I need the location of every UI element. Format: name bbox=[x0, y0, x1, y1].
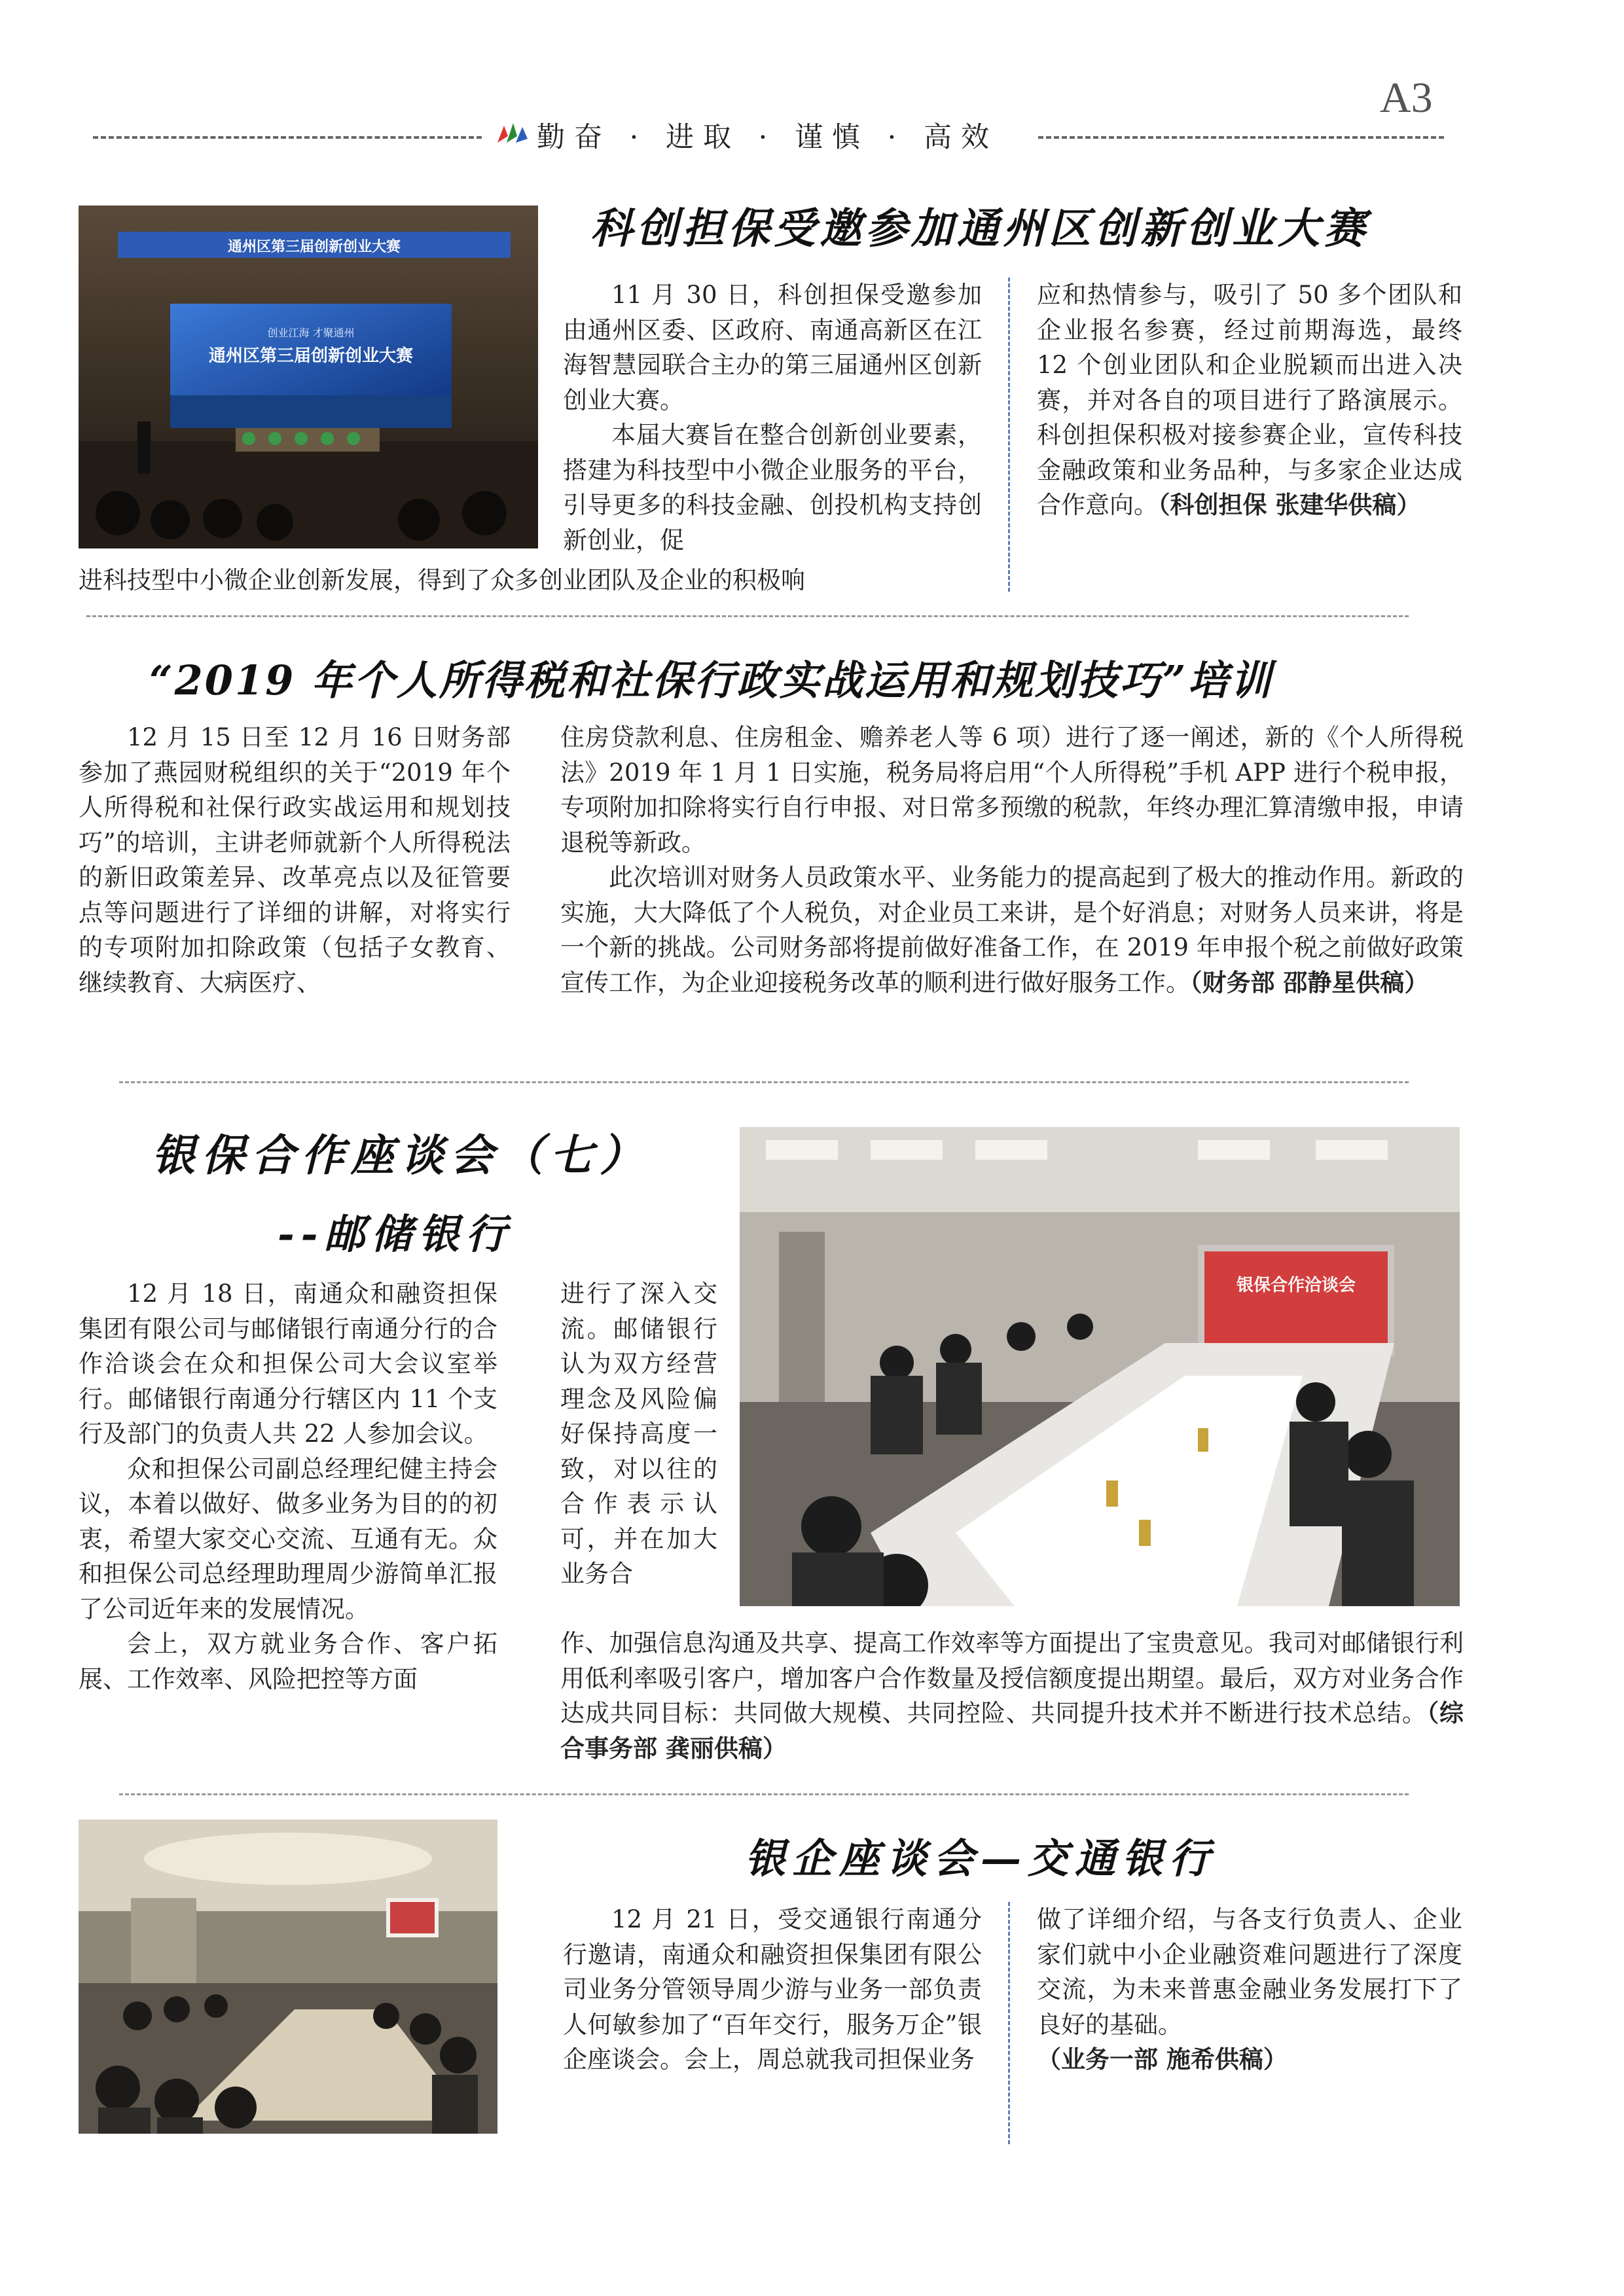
article3-middle-column bbox=[560, 1276, 717, 1630]
article3-title: 银保合作座谈会（七） bbox=[152, 1130, 649, 1181]
page-number: A3 bbox=[1380, 74, 1433, 122]
article4-left-column bbox=[563, 1902, 982, 2157]
article4-title: 银企座谈会—交通银行 bbox=[745, 1835, 1217, 1882]
banner-top-text: 通州区第三届创新创业大赛 bbox=[227, 239, 401, 255]
section-divider-2 bbox=[119, 1081, 1409, 1083]
article3-credit: （综合事务部 龚丽供稿） bbox=[560, 1699, 1464, 1763]
article2-right-text-2: 此次培训对财务人员政策水平、业务能力的提高起到了极大的推动作用。新政的实施，大大降低了个人税负，对企业员工来讲，是个好消息；对财务人员来讲，将是一个新的挑战。公司财务部将提前做好准备工作，在 2019 年申报个税之前做好政策宣传工作，为企业迎接税务改革的顺利进行做好服务工作。 bbox=[560, 863, 1464, 997]
screen-small-text: 创业江海 才聚通州 bbox=[267, 327, 355, 339]
article1-title: 科创担保受邀参加通州区创新创业大赛 bbox=[590, 204, 1369, 253]
article3-bottom-column bbox=[560, 1626, 1464, 1776]
article3-bottom-text: 作、加强信息沟通及共享、提高工作效率等方面提出了宝贵意见。我司对邮储银行利用低利率吸引客户，增加客户合作数量及授信额度提出期望。最后，双方对业务合作达成共同目标：共同做大规模、共同控险、共同提升技术并不断进行技术总结。 bbox=[560, 1629, 1464, 1727]
company-logo-icon bbox=[495, 117, 530, 148]
article3-left-paragraph-2: 众和担保公司副总经理纪健主持会议，本着以做好、做多业务为目的的初衷，希望大家交心交流、互通有无。众和担保公司总经理助理周少游简单汇报了公司近年来的发展情况。 bbox=[79, 1454, 497, 1623]
article1-right-text: 应和热情参与，吸引了 50 多个团队和企业报名参赛，经过前期海选，最终 12 个创业团队和企业脱颖而出进入决赛，并对各自的项目进行了路演展示。科创担保积极对接参赛企业，宣传科技金融政策和业务品种，与多家企业达成合作意向。 bbox=[1037, 281, 1462, 519]
article1-paragraph-1: 11 月 30 日，科创担保受邀参加由通州区委、区政府、南通高新区在江海智慧园联合主办的第三届通州区创新创业大赛。 bbox=[563, 281, 982, 414]
article1-left-column bbox=[563, 278, 982, 559]
article3-left-paragraph-1: 12 月 18 日，南通众和融资担保集团有限公司与邮储银行南通分行的合作洽谈会在众和担保公司大会议室举行。邮储银行南通分行辖区内 11 个支行及部门的负责人共 22 人参加会议。 bbox=[79, 1280, 497, 1448]
header-motto: 勤奋 · 进取 · 谨慎 · 高效 bbox=[537, 121, 999, 154]
article1-credit: （科创担保 张建华供稿） bbox=[1158, 491, 1421, 519]
screen-title-text: 通州区第三届创新创业大赛 bbox=[208, 346, 414, 366]
article1-bottom-line: 进科技型中小微企业创新发展，得到了众多创业团队及企业的积极响 bbox=[79, 566, 805, 594]
article4-left-text: 12 月 21 日，受交通银行南通分行邀请，南通众和融资担保集团有限公司业务分管领导周少游与业务一部负责人何敏参加了“百年交行，服务万企”银企座谈会。会上，周总就我司担保业务 bbox=[563, 1905, 982, 2073]
meeting-room-photo bbox=[740, 1127, 1460, 1606]
header-divider-right bbox=[1038, 136, 1444, 139]
article2-credit: （财务部 邵静星供稿） bbox=[1190, 968, 1429, 997]
article1-right-column bbox=[1037, 278, 1462, 605]
article2-left-text: 12 月 15 日至 12 月 16 日财务部参加了燕园财税组织的关于“2019 年个人所得税和社保行政实战运用和规划技巧”的培训，主讲老师就新个人所得税法的新旧政策差异、改革亮点以及征管要点等问题进行了详细的讲解，对将实行的专项附加扣除政策（包括子女教育、继续教育、大病医疗、 bbox=[79, 723, 511, 997]
article1-column-divider bbox=[1008, 278, 1010, 592]
article2-right-column bbox=[560, 720, 1464, 1060]
article4-column-divider bbox=[1008, 1902, 1010, 2144]
article3-middle-text: 进行了深入交流。邮储银行认为双方经营理念及风险偏好保持高度一致，对以往的合作表示认可，并在加大业务合 bbox=[560, 1280, 717, 1588]
meeting-screen-text: 银保合作洽谈会 bbox=[1236, 1276, 1356, 1295]
article3-left-paragraph-3: 会上，双方就业务合作、客户拓展、工作效率、风险把控等方面 bbox=[79, 1630, 497, 1693]
section-divider-3 bbox=[119, 1793, 1409, 1795]
article3-left-column bbox=[79, 1276, 497, 1774]
section-divider-1 bbox=[86, 615, 1409, 617]
article4-right-text: 做了详细介绍，与各支行负责人、企业家们就中小企业融资难问题进行了深度交流，为未来普惠金融业务发展打下了良好的基础。 bbox=[1037, 1905, 1462, 2039]
article2-right-text-1: 住房贷款利息、住房租金、赡养老人等 6 项）进行了逐一阐述，新的《个人所得税法》2019 年 1 月 1 日实施，税务局将启用“个人所得税”手机 APP 进行个税申报，专项附加扣除将实行自行申报、对日常多预缴的税款，年终办理汇算清缴申报，申请退税等新政。 bbox=[560, 723, 1464, 857]
article4-credit: （业务一部 施希供稿） bbox=[1037, 2045, 1288, 2073]
article1-paragraph-2: 本届大赛旨在整合创新创业要素，搭建为科技型中小微企业服务的平台，引导更多的科技金融、创投机构支持创新创业，促 bbox=[563, 421, 982, 554]
bank-meeting-photo bbox=[79, 1820, 497, 2134]
article4-right-column bbox=[1037, 1902, 1462, 2125]
article2-left-column bbox=[79, 720, 511, 1047]
article3-subtitle: --邮储银行 bbox=[278, 1210, 513, 1258]
header-divider-left bbox=[93, 136, 482, 139]
article2-title: “2019 年个人所得税和社保行政实战运用和规划技巧”培训 bbox=[149, 656, 1273, 704]
contest-stage-photo bbox=[79, 206, 538, 548]
